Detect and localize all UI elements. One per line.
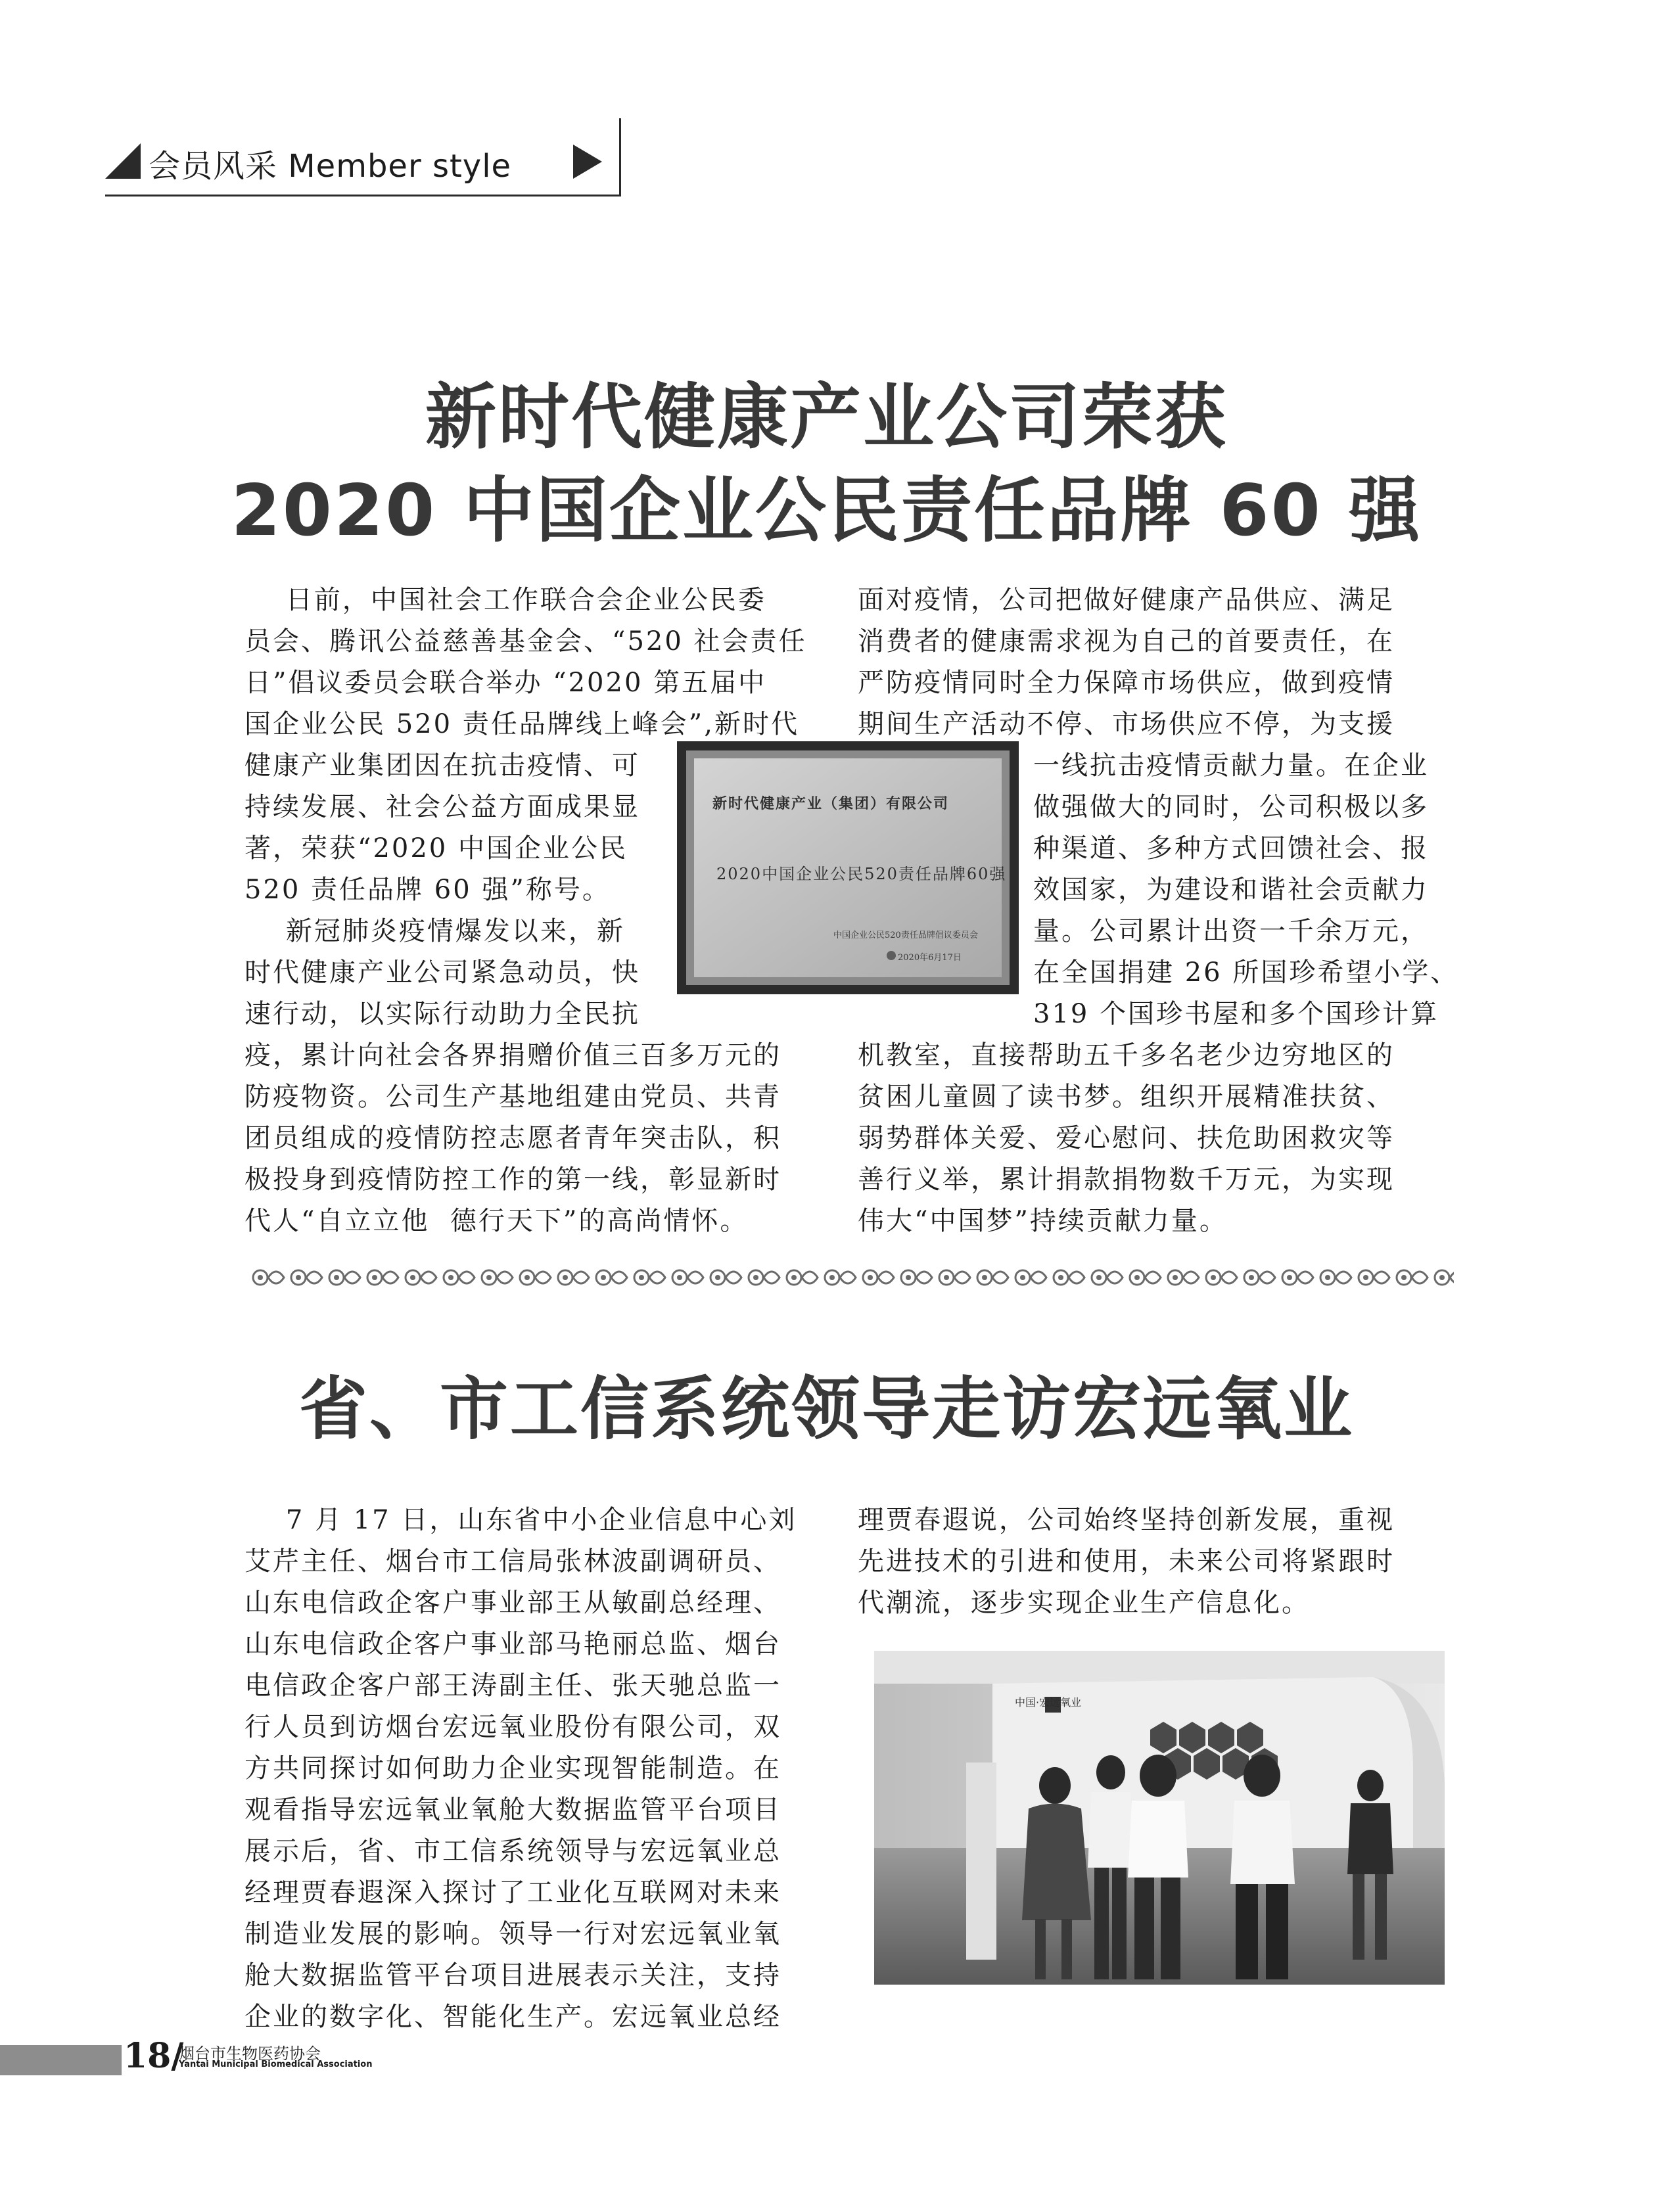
article2-left-line: 企业的数字化、智能化生产。宏远氧业总经 — [244, 2002, 781, 2032]
footer-org-cn: 烟台市生物医药协会 — [179, 2044, 321, 2063]
ornament-motif-icon — [787, 1270, 818, 1285]
ornament-motif-icon — [1092, 1270, 1123, 1285]
ornament-motif-icon — [1359, 1270, 1389, 1285]
article1-right-mid-line: 种渠道、多种方式回馈社会、报 — [1033, 833, 1429, 864]
ornament-motif-icon — [1397, 1270, 1428, 1285]
plaque-issuer: 中国企业公民520责任品牌倡议委员会 — [833, 931, 978, 940]
article1-right-column-bottom — [858, 1035, 1462, 1245]
article2-left-line: 7 月 17 日，山东省中小企业信息中心刘 — [244, 1505, 797, 1535]
header-divider-vertical — [619, 118, 621, 195]
ornament-motif-icon — [406, 1270, 436, 1285]
article2-right-column — [858, 1500, 1462, 1631]
ornament-motif-icon — [977, 1270, 1008, 1285]
article1-left-line: 速行动，以实际行动助力全民抗 — [244, 999, 640, 1029]
ornament-motif-icon — [825, 1270, 856, 1285]
ornament-motif-icon — [901, 1270, 932, 1285]
section-header — [105, 131, 519, 187]
article1-right-top-line: 期间生产活动不停、市场供应不停，为支援 — [858, 709, 1395, 739]
article1-right-bottom-line: 弱势群体关爱、爱心慰问、扶危助困救灾等 — [858, 1123, 1395, 1153]
article1-right-bottom-line: 贫困儿童圆了读书梦。组织开展精准扶贫、 — [858, 1082, 1395, 1112]
section-label: 会员风采 Member style — [149, 148, 512, 185]
triangle-left-icon — [105, 143, 141, 179]
ornament-motif-icon — [291, 1270, 322, 1285]
ornament-motif-icon — [939, 1270, 970, 1285]
article2-left-line: 舱大数据监管平台项目进展表示关注，支持 — [244, 1960, 781, 1991]
article1-right-mid-line: 319 个国珍书屋和多个国珍计算 — [1033, 999, 1439, 1029]
ornament-motif-icon — [1435, 1270, 1454, 1285]
ornament-motif-icon — [558, 1270, 589, 1285]
article1-left-line: 员会、腾讯公益慈善基金会、“520 社会责任 — [244, 626, 807, 657]
triangle-right-icon — [573, 145, 602, 179]
article1-right-top-line: 面对疫情，公司把做好健康产品供应、满足 — [858, 585, 1395, 615]
ornament-motif-icon — [596, 1270, 627, 1285]
footer-org-en: Yantai Municipal Biomedical Association — [179, 2060, 373, 2069]
article1-right-mid-line: 做强做大的同时，公司积极以多 — [1033, 792, 1429, 822]
article1-right-column-mid — [1033, 745, 1467, 1034]
ornament-motif-icon — [863, 1270, 894, 1285]
article1-right-bottom-line: 伟大“中国梦”持续贡献力量。 — [858, 1206, 1228, 1236]
article2-left-line: 山东电信政企客户事业部王从敏副总经理、 — [244, 1588, 781, 1618]
ornament-motif-icon — [1054, 1270, 1084, 1285]
article2-left-line: 山东电信政企客户事业部马艳丽总监、烟台 — [244, 1629, 781, 1659]
ornament-motif-icon — [634, 1270, 665, 1285]
article2-right-line: 理贾春遐说，公司始终坚持创新发展，重视 — [858, 1505, 1395, 1535]
ornament-motif-icon — [520, 1270, 551, 1285]
article1-title-line2: 2020 中国企业公民责任品牌 60 强 — [231, 470, 1422, 552]
article1-left-line: 极投身到疫情防控工作的第一线，彰显新时 — [244, 1164, 781, 1195]
ornament-motif-icon — [1130, 1270, 1161, 1285]
article1-right-top-line: 消费者的健康需求视为自己的首要责任，在 — [858, 626, 1395, 657]
article1-right-top-line: 严防疫情同时全力保障市场供应，做到疫情 — [858, 668, 1395, 698]
article1-left-line: 时代健康产业公司紧急动员，快 — [244, 957, 640, 988]
article1-right-mid-line: 一线抗击疫情贡献力量。在企业 — [1033, 750, 1429, 781]
ornament-motif-icon — [1282, 1270, 1313, 1285]
article1-right-bottom-line: 机教室，直接帮助五千多名老少边穷地区的 — [858, 1040, 1395, 1071]
article2-left-line: 经理贾春遐深入探讨了工业化互联网对未来 — [244, 1878, 781, 1908]
article2-left-line: 电信政企客户部王涛副主任、张天驰总监一 — [244, 1671, 781, 1701]
visit-photo — [874, 1651, 1445, 1985]
plaque-award: 2020中国企业公民520责任品牌60强 — [716, 865, 1007, 883]
article1-left-line: 日”倡议委员会联合举办 “2020 第五届中 — [244, 668, 767, 698]
ornament-motif-icon — [367, 1270, 398, 1285]
article1-left-line: 日前，中国社会工作联合会企业公民委 — [244, 585, 766, 615]
ornament-motif-icon — [1320, 1270, 1351, 1285]
article1-right-mid-line: 量。公司累计出资一千余万元， — [1033, 916, 1429, 946]
article2-left-line: 观看指导宏远氧业氧舱大数据监管平台项目 — [244, 1795, 781, 1825]
plaque-date: 2020年6月17日 — [898, 953, 962, 963]
article1-right-mid-line: 效国家，为建设和谐社会贡献力 — [1033, 875, 1429, 905]
article1-left-line: 代人“自立立他 德行天下”的高尚情怀。 — [244, 1206, 749, 1236]
ornament-motif-icon — [253, 1270, 284, 1285]
ornament-motif-icon — [1168, 1270, 1199, 1285]
article1-left-line: 国企业公民 520 责任品牌线上峰会”,新时代 — [244, 709, 799, 739]
ornament-motif-icon — [710, 1270, 741, 1285]
article1-right-mid-line: 在全国捐建 26 所国珍希望小学、 — [1033, 957, 1459, 988]
ornament-motif-icon — [672, 1270, 703, 1285]
ornament-divider — [244, 1260, 1454, 1295]
ornament-motif-icon — [1015, 1270, 1046, 1285]
article1-left-line: 疫，累计向社会各界捐赠价值三百多万元的 — [244, 1040, 781, 1071]
header-divider-horizontal — [105, 195, 621, 196]
ornament-motif-icon — [1206, 1270, 1237, 1285]
article2-left-line: 行人员到访烟台宏远氧业股份有限公司，双 — [244, 1712, 781, 1742]
article2-left-line: 展示后，省、市工信系统领导与宏远氧业总 — [244, 1836, 781, 1866]
article1-title-line1: 新时代健康产业公司荣获 — [425, 377, 1228, 459]
article2-right-line: 先进技术的引进和使用，未来公司将紧跟时 — [858, 1546, 1395, 1577]
article1-left-line: 防疫物资。公司生产基地组建由党员、共青 — [244, 1082, 781, 1112]
article1-left-line: 团员组成的疫情防控志愿者青年突击队，积 — [244, 1123, 781, 1153]
ornament-motif-icon — [482, 1270, 513, 1285]
ornament-motif-icon — [749, 1270, 780, 1285]
ornament-motif-icon — [1244, 1270, 1275, 1285]
plaque-company: 新时代健康产业（集团）有限公司 — [712, 795, 950, 812]
article2-left-line: 艾芹主任、烟台市工信局张林波副调研员、 — [244, 1546, 781, 1577]
page-number: 18/ — [124, 2036, 184, 2076]
article2-left-column — [244, 1500, 836, 2032]
footer-bar — [0, 2045, 122, 2075]
ornament-motif-icon — [444, 1270, 475, 1285]
article1-left-line: 健康产业集团因在抗击疫情、可 — [244, 750, 640, 781]
article2-title: 省、市工信系统领导走访宏远氧业 — [298, 1369, 1354, 1449]
award-plaque-photo — [677, 741, 1019, 994]
article1-left-line: 持续发展、社会公益方面成果显 — [244, 792, 640, 822]
article1-left-line: 著，荣获“2020 中国企业公民 — [244, 833, 628, 864]
article2-left-line: 制造业发展的影响。领导一行对宏远氧业氧 — [244, 1919, 781, 1949]
photo-sign-text: 中国·宏远氧业 — [1015, 1696, 1082, 1709]
article1-right-bottom-line: 善行义举，累计捐款捐物数千万元，为实现 — [858, 1164, 1395, 1195]
article2-left-line: 方共同探讨如何助力企业实现智能制造。在 — [244, 1753, 781, 1784]
article2-right-line: 代潮流，逐步实现企业生产信息化。 — [858, 1588, 1310, 1618]
article1-left-line: 520 责任品牌 60 强”称号。 — [244, 875, 611, 905]
article1-left-line: 新冠肺炎疫情爆发以来，新 — [244, 916, 625, 946]
ornament-motif-icon — [329, 1270, 360, 1285]
